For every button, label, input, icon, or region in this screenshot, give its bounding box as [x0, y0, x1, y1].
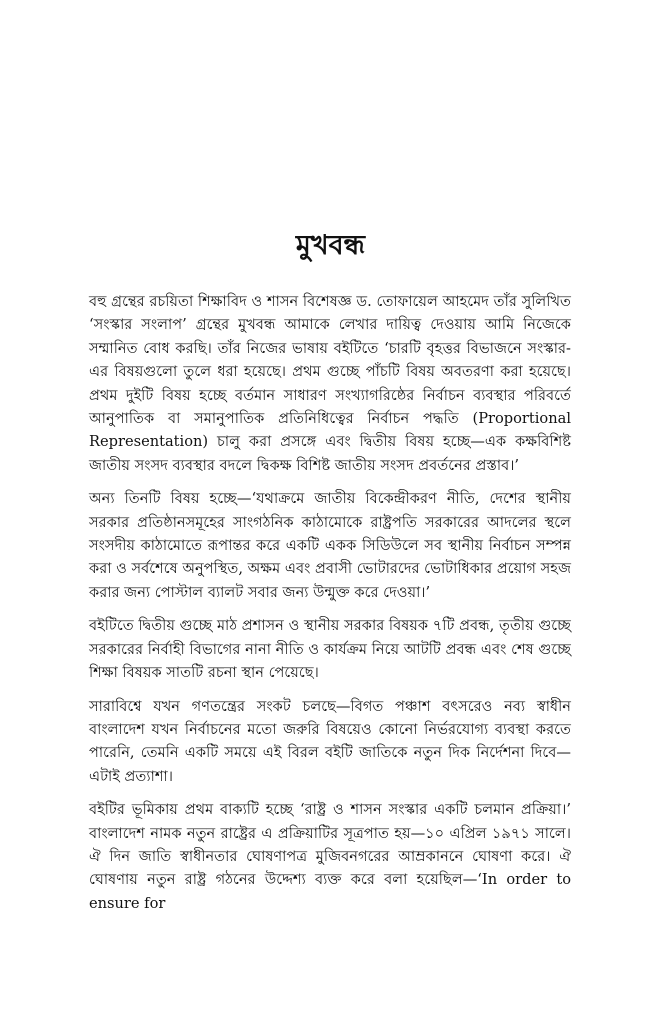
- body-text: [89, 290, 571, 915]
- chapter-title: মুখবন্ধ: [295, 230, 366, 261]
- paragraph: সারাবিশ্বে যখন গণতন্ত্রের সংকট চলছে—বিগত পঞ্চাশ বৎসরেও নব্য স্বাধীন বাংলাদেশ যখন নির্বাচনের মতো জরুরি বিষয়েও কোনো নির্ভরযোগ্য ব্যবস্থা করতে পারেনি, তেমনি একটি সময়ে এই বিরল বইটি জাতিকে নতুন দিক নির্দেশনা দিবে—এটাই প্রত্যাশা।: [89, 697, 571, 785]
- paragraph: বইটির ভূমিকায় প্রথম বাক্যটি হচ্ছে ‘রাষ্ট্র ও শাসন সংস্কার একটি চলমান প্রক্রিয়া।’ বাংলাদেশ নামক নতুন রাষ্ট্রের এ প্রক্রিয়াটির সূত্রপাত হয়—১০ এপ্রিল ১৯৭১ সালে। ঐ দিন জাতি স্বাধীনতার ঘোষণাপত্র মুজিবনগরের আম্রকাননে ঘোষণা করে। ঐ ঘোষণায় নতুন রাষ্ট্র গঠনের উদ্দেশ্য ব্যক্ত করে বলা হয়েছিল—‘In order to ensure for: [89, 801, 571, 912]
- paragraph: বহু গ্রন্থের রচয়িতা শিক্ষাবিদ ও শাসন বিশেষজ্ঞ ড. তোফায়েল আহমেদ তাঁর সুলিখিত ‘সংস্কার সংলাপ’ গ্রন্থের মুখবন্ধ আমাকে লেখার দায়িত্ব দেওয়ায় আমি নিজেকে সম্মানিত বোধ করছি। তাঁর নিজের ভাষায় বইটিতে ‘চারটি বৃহত্তর বিভাজনে সংস্কার-এর বিষয়গুলো তুলে ধরা হয়েছে। প্রথম গুচ্ছে পাঁচটি বিষয় অবতরণা করা হয়েছে। প্রথম দুইটি বিষয় হচ্ছে বর্তমান সাধারণ সংখ্যাগরিষ্ঠের নির্বাচন ব্যবস্থার পরিবর্তে আনুপাতিক বা সমানুপাতিক প্রতিনিধিত্বের নির্বাচন পদ্ধতি (Proportional Representation) চালু করা প্রসঙ্গে এবং দ্বিতীয় বিষয় হচ্ছে—এক কক্ষবিশিষ্ট জাতীয় সংসদ ব্যবস্থার বদলে দ্বিকক্ষ বিশিষ্ট জাতীয় সংসদ প্রবর্তনের প্রস্তাব।’: [89, 293, 571, 474]
- paragraph: বইটিতে দ্বিতীয় গুচ্ছে মাঠ প্রশাসন ও স্থানীয় সরকার বিষয়ক ৭টি প্রবন্ধ, তৃতীয় গুচ্ছে সরকারের নির্বাহী বিভাগের নানা নীতি ও কার্যক্রম নিয়ে আটটি প্রবন্ধ এবং শেষ গুচ্ছে শিক্ষা বিষয়ক সাতটি রচনা স্থান পেয়েছে।: [89, 617, 571, 682]
- paragraph: অন্য তিনটি বিষয় হচ্ছে—‘যথাক্রমে জাতীয় বিকেন্দ্রীকরণ নীতি, দেশের স্থানীয় সরকার প্রতিষ্ঠানসমূহের সাংগঠনিক কাঠামোকে রাষ্ট্রপতি সরকারের আদলের স্থলে সংসদীয় কাঠামোতে রূপান্তর করে একটি একক সিডিউলে সব স্থানীয় নির্বাচন সম্পন্ন করা ও সর্বশেষে অনুপস্থিত, অক্ষম এবং প্রবাসী ভোটারদের ভোটাধিকার প্রয়োগ সহজ করার জন্য পোস্টাল ব্যালট সবার জন্য উন্মুক্ত করে দেওয়া।’: [89, 490, 571, 601]
